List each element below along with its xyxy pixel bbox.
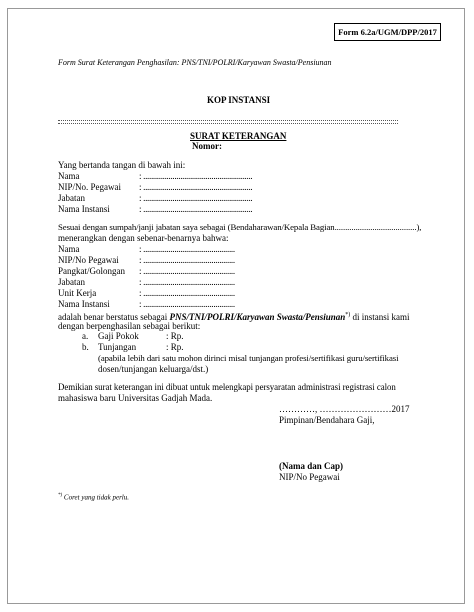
signature-nip: NIP/No Pegawai: [279, 472, 340, 482]
subject-nip-label: NIP/No Pegawai: [58, 255, 119, 265]
date-line: …………, ……………………2017: [279, 404, 410, 414]
status-marker: *): [345, 312, 351, 318]
kop-instansi: KOP INSTANSI: [207, 95, 271, 105]
subject-instansi-value: : ...............................................: [139, 299, 235, 309]
form-code-box: Form 6.2a/UGM/DPP/2017: [334, 23, 441, 41]
income-note-1: (apabila lebih dari satu mohon dirinci misal tunjangan profesi/sertifikasi guru/sertifikasi: [98, 353, 399, 363]
signer-jabatan-label: Jabatan: [58, 193, 85, 203]
closing-line-1: Demikian surat keterangan ini dibuat untuk melengkapi persyaratan administrasi registrasi calon: [58, 382, 396, 392]
income-tunjangan-value: : Rp.: [166, 342, 184, 352]
document-title: SURAT KETERANGAN: [190, 131, 287, 141]
closing-line-2: mahasiswa baru Universitas Gadjah Mada.: [58, 393, 213, 403]
income-note-2: dosen/tunjangan keluarga/dst.): [98, 364, 209, 374]
signer-instansi-label: Nama Instansi: [58, 204, 110, 214]
footnote-text: Coret yang tidak perlu.: [63, 493, 129, 502]
income-gaji-value: : Rp.: [166, 331, 184, 341]
income-letter-b: b.: [82, 342, 89, 352]
nomor-label: Nomor:: [192, 141, 222, 151]
subject-unit-label: Unit Kerja: [58, 288, 97, 298]
signer-nip-label: NIP/No. Pegawai: [58, 182, 121, 192]
status-line-2: dengan berpenghasilan sebagai berikut:: [58, 321, 201, 331]
subject-pangkat-value: : ...............................................: [139, 266, 235, 276]
subject-instansi-label: Nama Instansi: [58, 299, 110, 309]
status-options: PNS/TNI/POLRI/Karyawan Swasta/Pensiunan: [169, 312, 346, 322]
oath-line-2: menerangkan dengan sebenar-benarnya bahwa:: [58, 233, 229, 243]
separator-line: [58, 120, 398, 124]
subject-unit-value: : ...............................................: [139, 288, 235, 298]
intro-text: Yang bertanda tangan di bawah ini:: [58, 160, 186, 170]
income-letter-a: a.: [82, 331, 89, 341]
status-suffix: di instansi kami: [352, 312, 410, 322]
subject-jabatan-value: : ...............................................: [139, 277, 235, 287]
income-tunjangan-label: Tunjangan: [98, 342, 137, 352]
signature-name: (Nama dan Cap): [279, 461, 344, 471]
form-subtitle: Form Surat Keterangan Penghasilan: PNS/TNI/POLRI/Karyawan Swasta/Pensiunan: [58, 58, 332, 67]
signer-nip-value: : ........................................................: [139, 182, 253, 192]
signer-name-label: Nama: [58, 171, 80, 181]
status-prefix: adalah benar berstatus sebagai: [58, 312, 168, 322]
signer-role: Pimpinan/Bendahara Gaji,: [279, 415, 375, 425]
subject-jabatan-label: Jabatan: [58, 277, 85, 287]
signer-name-value: : ........................................................: [139, 171, 253, 181]
income-gaji-label: Gaji Pokok: [98, 331, 139, 341]
signer-jabatan-value: : ........................................................: [139, 193, 253, 203]
footnote: [58, 490, 129, 503]
signer-instansi-value: : ........................................................: [139, 204, 253, 214]
footnote-marker: *): [58, 493, 63, 498]
subject-nip-value: : ...............................................: [139, 255, 235, 265]
subject-pangkat-label: Pangkat/Golongan: [58, 266, 125, 276]
subject-name-value: : ...............................................: [139, 244, 235, 254]
subject-name-label: Nama: [58, 244, 80, 254]
oath-line-1: Sesuai dengan sumpah/janji jabatan saya sebagai (Bendaharawan/Kepala Bagian.......................................),: [58, 222, 422, 232]
